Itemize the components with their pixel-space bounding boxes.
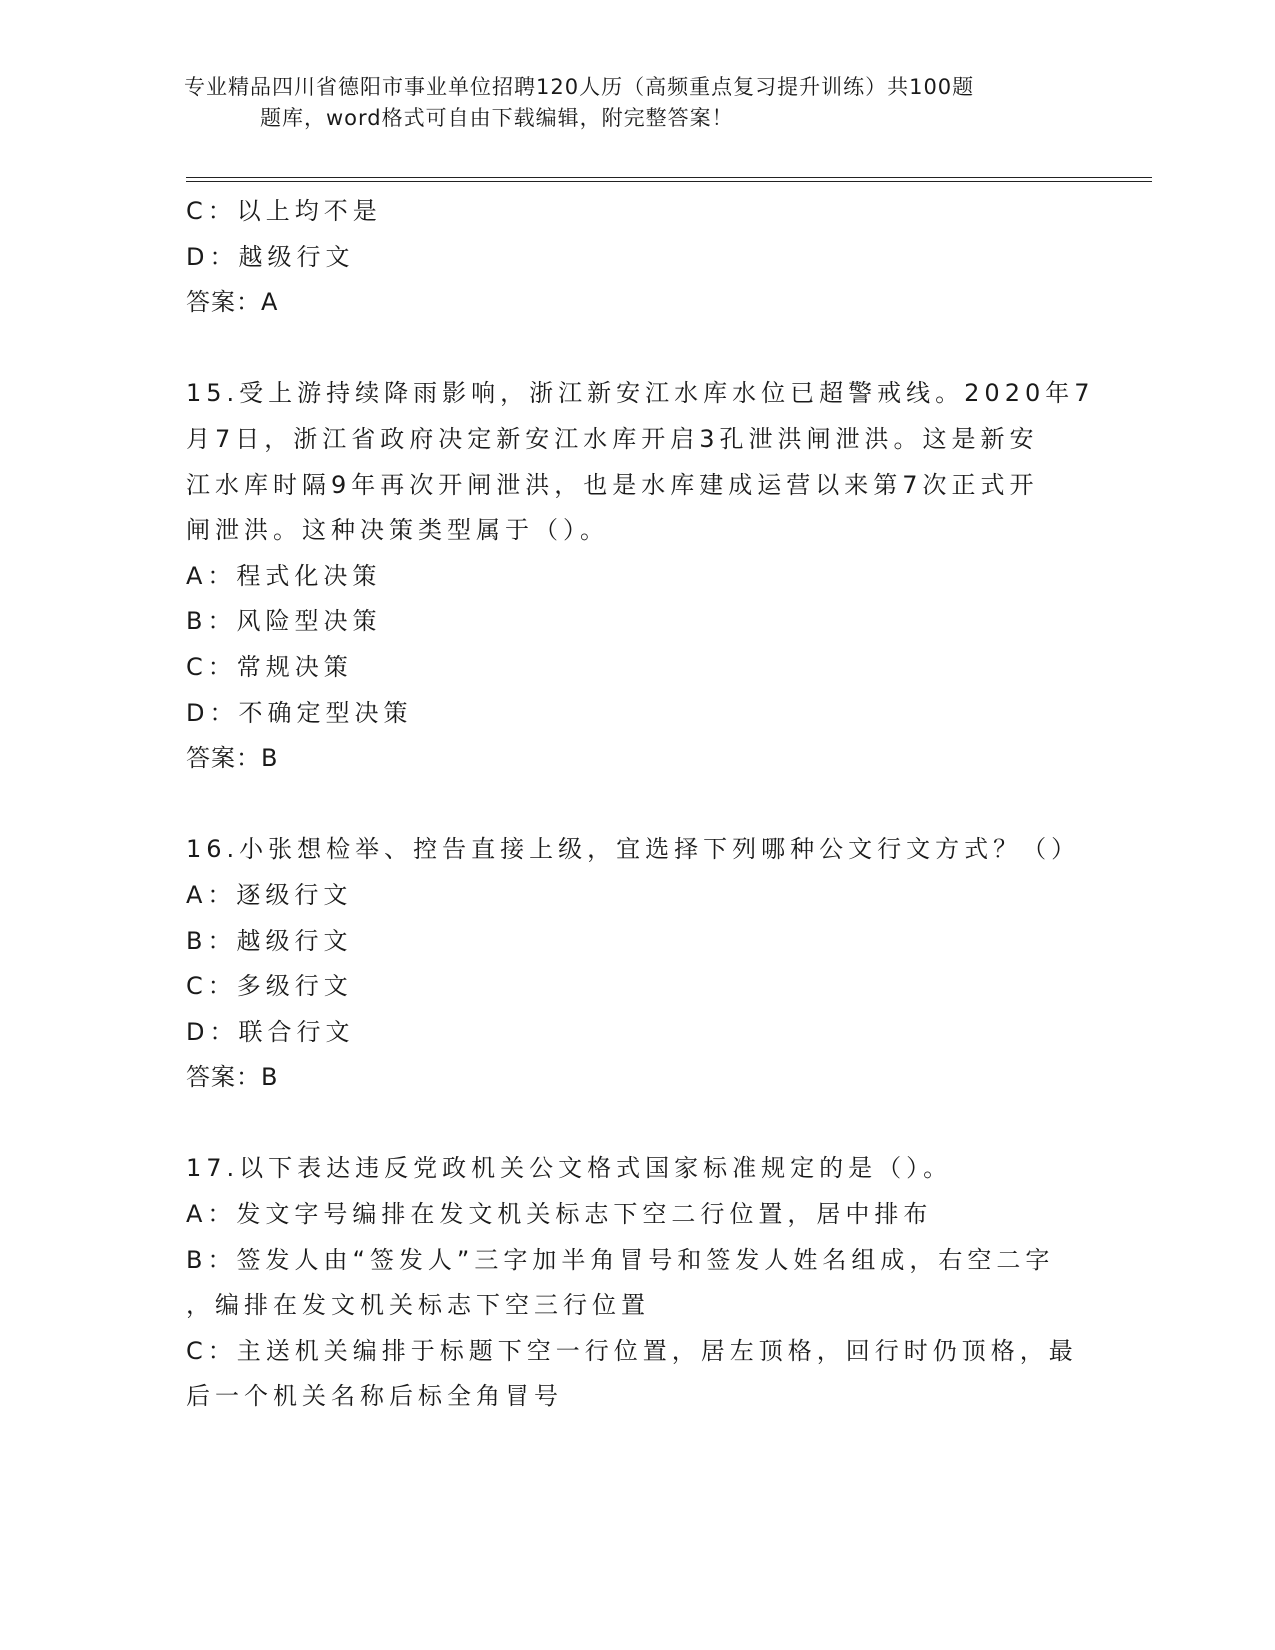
header-title-line-2: 题库，word格式可自由下载编辑，附完整答案！: [260, 106, 734, 130]
question-16: [186, 827, 1086, 1101]
option-b: B：风险型决策: [186, 607, 382, 636]
option-c: C：常规决策: [186, 652, 353, 681]
option-c-continued: 后一个机关名称后标全角冒号: [186, 1382, 563, 1411]
answer: 答案：B: [186, 744, 279, 773]
spacer: [186, 1101, 1086, 1147]
option-d: D：越级行文: [186, 242, 355, 271]
spacer: [186, 326, 1086, 372]
answer: 答案：A: [186, 288, 279, 317]
question-text: 15.受上游持续降雨影响，浙江新安江水库水位已超警戒线。2020年7: [186, 379, 1095, 408]
option-d: D：不确定型决策: [186, 698, 413, 727]
question-text: 月7日，浙江省政府决定新安江水库开启3孔泄洪闸泄洪。这是新安: [186, 424, 1039, 453]
option-b-continued: ，编排在发文机关标志下空三行位置: [186, 1291, 650, 1320]
option-c: C：多级行文: [186, 972, 353, 1001]
question-text: 闸泄洪。这种决策类型属于（）。: [186, 516, 609, 545]
question-17: [186, 1146, 1086, 1420]
answer: 答案：B: [186, 1063, 279, 1092]
option-b: B：越级行文: [186, 926, 353, 955]
option-b: B：签发人由“签发人”三字加半角冒号和签发人姓名组成，右空二字: [186, 1245, 1055, 1274]
question-text: 16.小张想检举、控告直接上级，宜选择下列哪种公文行文方式？（）: [186, 835, 1081, 864]
header-title-line-1: 专业精品四川省德阳市事业单位招聘120人历（高频重点复习提升训练）共100题: [184, 75, 975, 99]
spacer: [186, 782, 1086, 828]
header-double-rule: [186, 177, 1152, 182]
option-a: A：逐级行文: [186, 880, 353, 909]
question-text: 江水库时隔9年再次开闸泄洪，也是水库建成运营以来第7次正式开: [186, 470, 1039, 499]
option-d: D：联合行文: [186, 1017, 355, 1046]
option-a: A：程式化决策: [186, 561, 382, 590]
document-body: [186, 189, 1095, 1420]
question-text: 17.以下表达违反党政机关公文格式国家标准规定的是（）。: [186, 1154, 953, 1183]
page-header: [150, 72, 1130, 134]
option-c: C：以上均不是: [186, 197, 382, 225]
option-a: A：发文字号编排在发文机关标志下空二行位置，居中排布: [186, 1200, 933, 1229]
question-15: [186, 371, 1095, 781]
option-c: C：主送机关编排于标题下空一行位置，居左顶格，回行时仍顶格，最: [186, 1336, 1078, 1365]
